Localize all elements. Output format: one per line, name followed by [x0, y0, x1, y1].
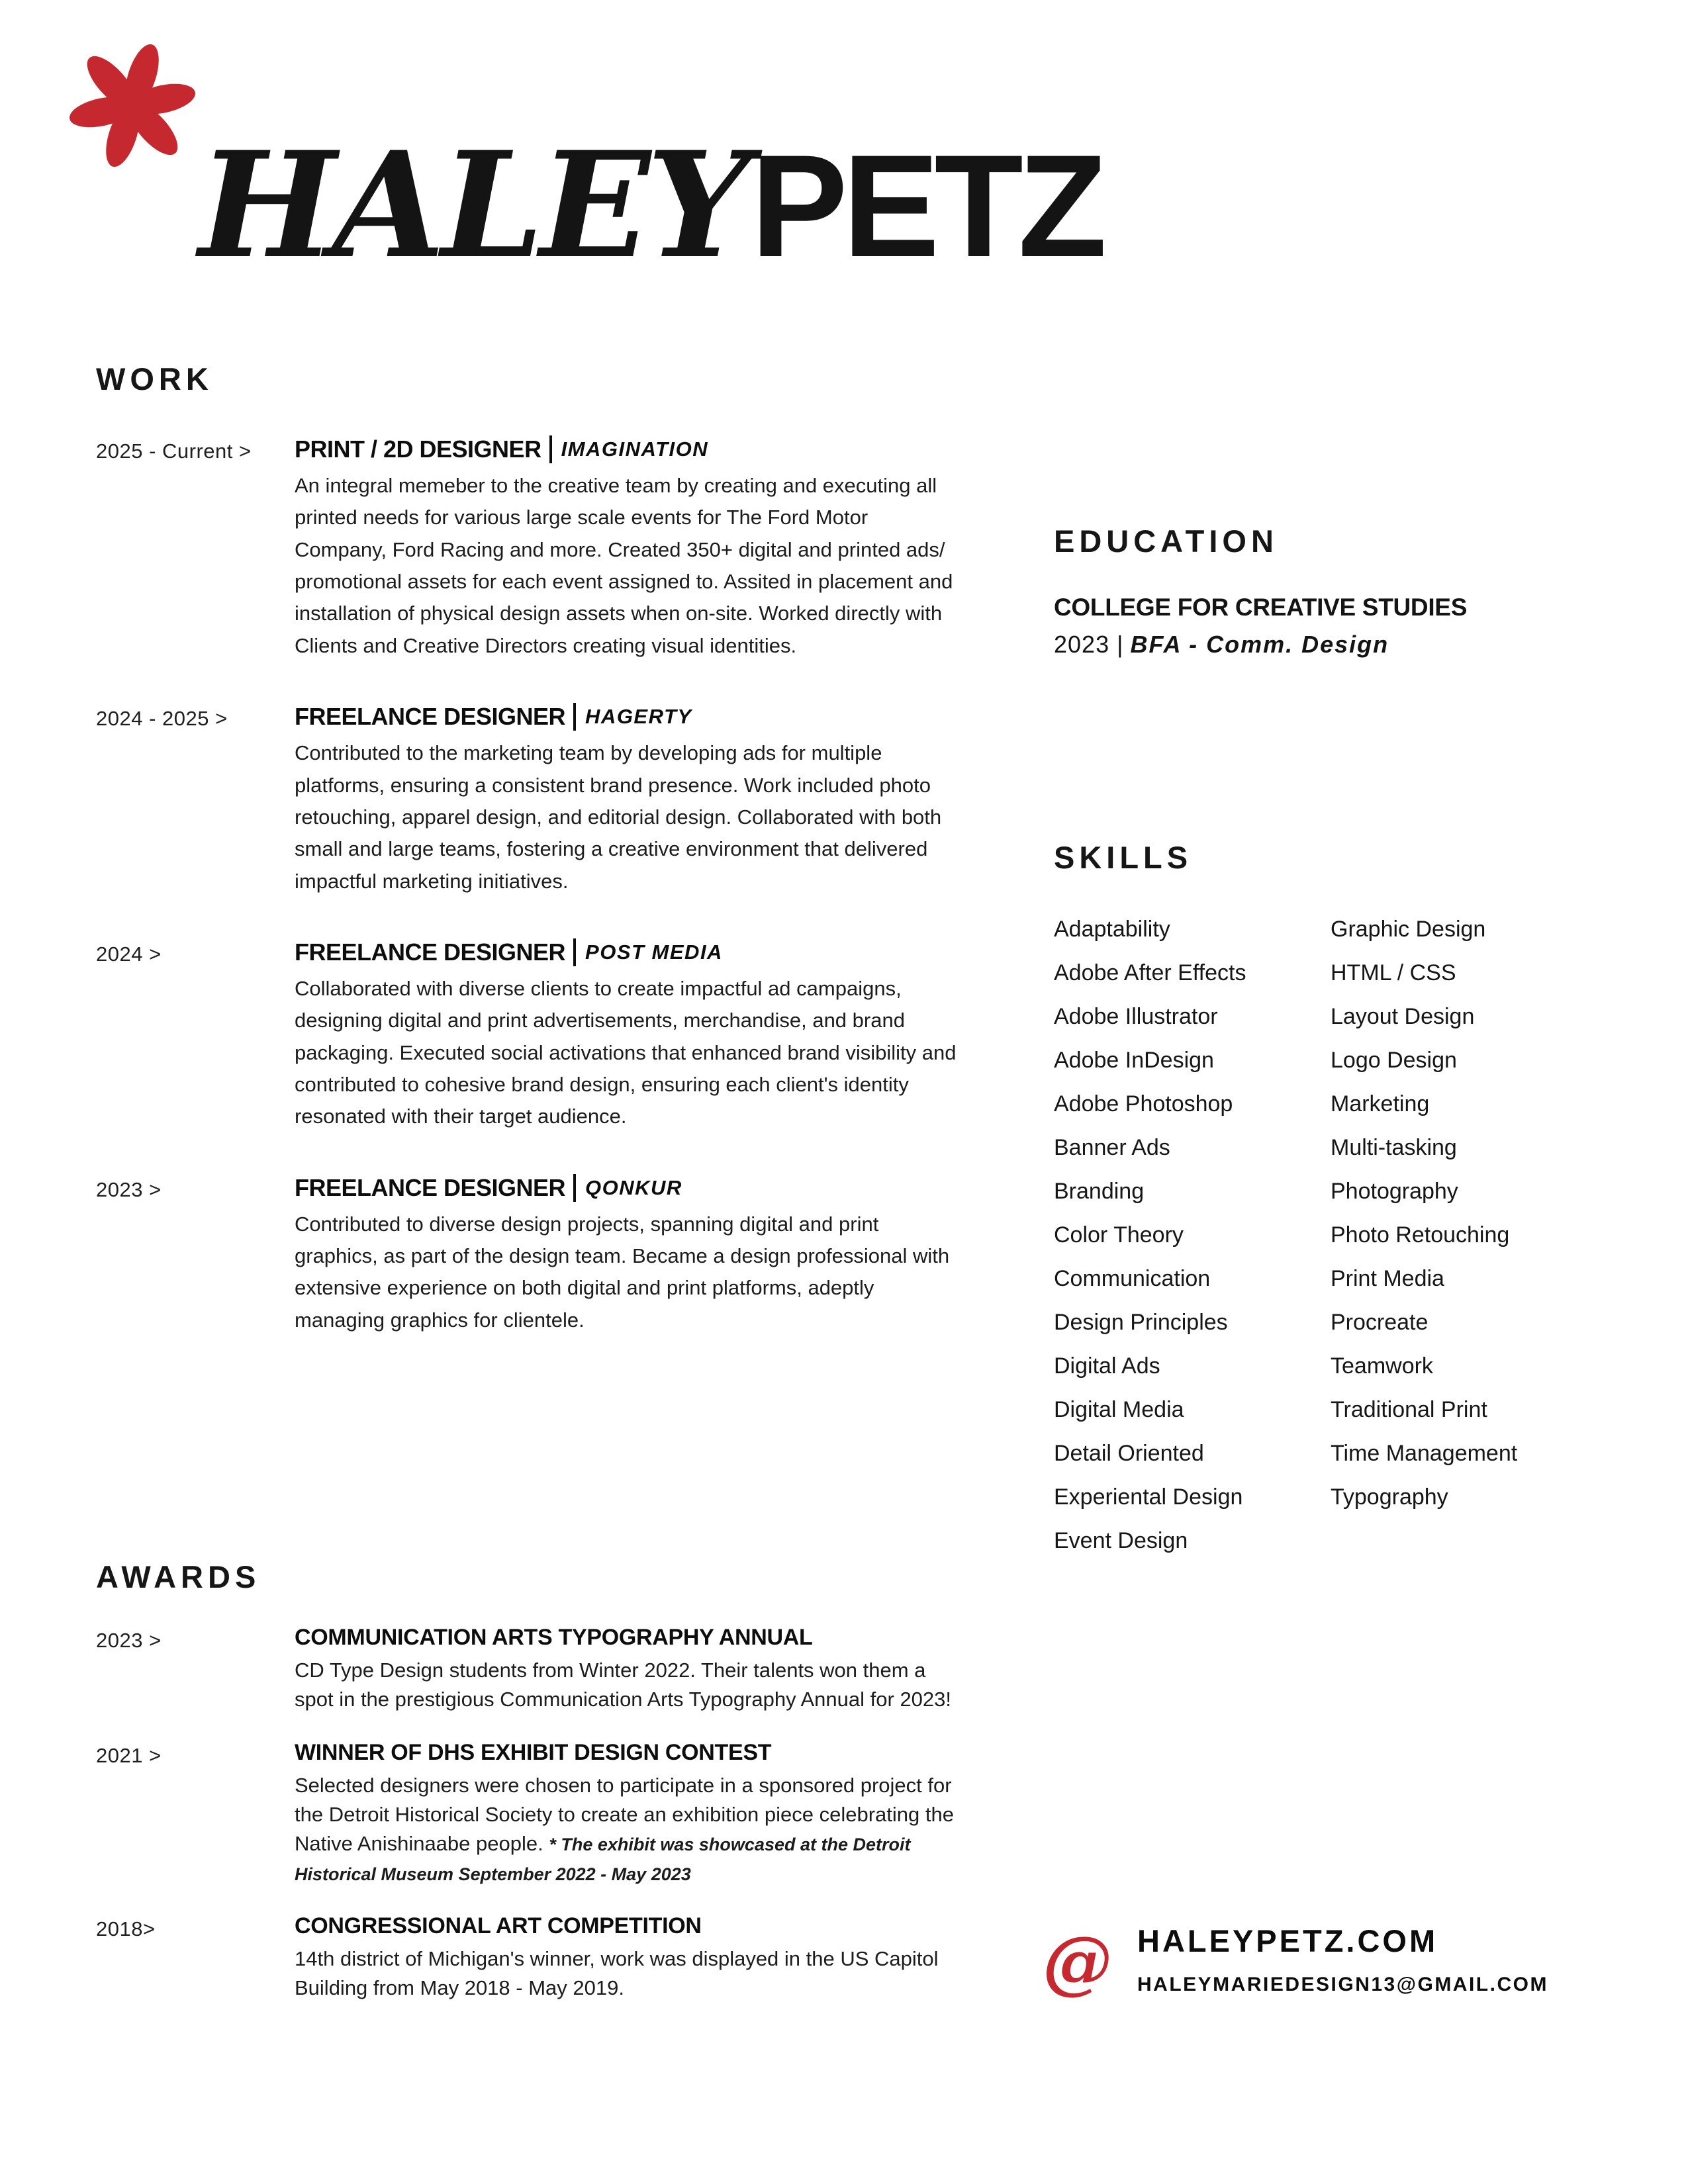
work-description: Collaborated with diverse clients to create impactful ad campaigns, designing digital and print advertisements, merchandise, and brand packaging. Executed social activations that enhanced brand visibility and contributed to cohesive brand design, ensuring each client's identity resonated with their target audience.: [295, 976, 957, 1128]
skill-item: HTML / CSS: [1331, 960, 1456, 985]
page-title: [199, 119, 1102, 291]
work-company: HAGERTY: [585, 705, 692, 729]
work-description: Contributed to diverse design projects, spanning digital and print graphics, as part of the design team. Became a design professional with extensive experience on both digital and print platforms, adeptly managing graphics for clientele.: [295, 1212, 950, 1332]
award-content: [295, 1913, 957, 2003]
award-description-text: Selected designers were chosen to participate in a sponsored project for the Detroit Historical Society to create an exhibition piece celebrating the Native Anishinaabe people.: [295, 1773, 954, 1856]
skill-item: Digital Ads: [1054, 1353, 1160, 1379]
skill-item: Adobe After Effects: [1054, 960, 1246, 985]
skill-item: Print Media: [1331, 1266, 1444, 1291]
divider-bar: [549, 435, 552, 463]
award-entries: [96, 1625, 957, 2003]
work-entry: [96, 435, 957, 662]
award-content: [295, 1740, 957, 1888]
skill-item: Marketing: [1331, 1091, 1430, 1116]
work-title-line: [295, 1174, 957, 1202]
skills-column-2: [1331, 907, 1607, 1563]
award-entry: [96, 1913, 957, 2003]
work-title-line: [295, 938, 957, 966]
award-entry: [96, 1740, 957, 1888]
award-description-text: CD Type Design students from Winter 2022. Their talents won them a spot in the prestigious Communication Arts Typography Annual for 2023!: [295, 1659, 952, 1711]
education-section: [1054, 523, 1636, 659]
work-entry: [96, 938, 957, 1133]
award-date: 2021 >: [96, 1743, 162, 1767]
work-heading: WORK: [96, 361, 213, 396]
skill-item: Experiental Design: [1054, 1484, 1243, 1510]
website-link[interactable]: HALEYPETZ.COM: [1137, 1923, 1438, 1958]
work-description: An integral memeber to the creative team by creating and executing all printed needs for various large scale events for The Ford Motor Company, Ford Racing and more. Created 350+ digital and printed ads/ promotional assets for each event assigned to. Assited in placement and installation of physical design assets when on-site. Worked directly with Clients and Creative Directors creating visual identities.: [295, 474, 953, 657]
skill-item: Adobe InDesign: [1054, 1048, 1214, 1073]
work-title: FREELANCE DESIGNER: [295, 938, 566, 966]
skill-item: Logo Design: [1331, 1048, 1457, 1073]
work-date: 2025 - Current >: [96, 439, 252, 463]
education-heading: EDUCATION: [1054, 523, 1278, 559]
award-description: [295, 1944, 957, 2003]
education-school: COLLEGE FOR CREATIVE STUDIES: [1054, 594, 1468, 621]
skill-item: Photography: [1331, 1179, 1458, 1204]
email-link[interactable]: HALEYMARIEDESIGN13@GMAIL.COM: [1137, 1974, 1548, 1995]
award-title: COMMUNICATION ARTS TYPOGRAPHY ANNUAL: [295, 1625, 813, 1650]
work-section: [96, 361, 957, 1336]
skill-item: Digital Media: [1054, 1397, 1184, 1422]
skill-item: Photo Retouching: [1331, 1222, 1510, 1248]
work-company: POST MEDIA: [585, 940, 723, 964]
work-content: [295, 703, 957, 897]
award-description-text: 14th district of Michigan's winner, work was displayed in the US Capitol Building from May 2018 - May 2019.: [295, 1946, 939, 2000]
work-company: IMAGINATION: [561, 437, 709, 461]
skill-item: Teamwork: [1331, 1353, 1433, 1379]
awards-section: [96, 1559, 957, 2003]
skill-item: Procreate: [1331, 1310, 1429, 1335]
skill-item: Typography: [1331, 1484, 1448, 1510]
work-content: [295, 938, 957, 1133]
skill-item: Traditional Print: [1331, 1397, 1487, 1422]
skill-item: Adobe Illustrator: [1054, 1004, 1218, 1029]
contact-block: [1043, 1920, 1678, 2002]
skill-item: Communication: [1054, 1266, 1211, 1291]
award-date: 2018>: [96, 1917, 156, 1940]
skill-item: Design Principles: [1054, 1310, 1228, 1335]
contact-text: [1137, 1923, 1548, 1996]
skill-item: Graphic Design: [1331, 917, 1486, 942]
education-degree: BFA - Comm. Design: [1130, 631, 1389, 658]
award-title: CONGRESSIONAL ART COMPETITION: [295, 1913, 702, 1938]
award-entry: [96, 1625, 957, 1715]
work-company: QONKUR: [585, 1175, 682, 1199]
award-description: [295, 1656, 957, 1715]
divider-bar: [573, 703, 576, 731]
work-description: Contributed to the marketing team by developing ads for multiple platforms, ensuring a consistent brand presence. Work included photo retouching, apparel design, and editorial design. Collaborated with both small and large teams, fostering a creative environment that delivered impactful marketing initiatives.: [295, 741, 942, 893]
divider-bar: [573, 1174, 576, 1202]
skill-item: Detail Oriented: [1054, 1441, 1204, 1466]
skill-item: Banner Ads: [1054, 1135, 1170, 1160]
skill-item: Event Design: [1054, 1528, 1188, 1553]
work-title: FREELANCE DESIGNER: [295, 703, 566, 731]
award-content: [295, 1625, 957, 1715]
work-title: PRINT / 2D DESIGNER: [295, 435, 541, 463]
divider-bar: [573, 938, 576, 966]
education-year: 2023 |: [1054, 631, 1124, 658]
awards-heading: AWARDS: [96, 1559, 261, 1594]
skill-item: Multi-tasking: [1331, 1135, 1457, 1160]
skill-item: Time Management: [1331, 1441, 1518, 1466]
skills-column-1: [1054, 907, 1331, 1563]
at-sign-icon: @: [1043, 1920, 1112, 2002]
skill-item: Layout Design: [1331, 1004, 1475, 1029]
skills-heading: SKILLS: [1054, 840, 1193, 875]
work-title-line: [295, 703, 957, 731]
award-title: WINNER OF DHS EXHIBIT DESIGN CONTEST: [295, 1739, 772, 1765]
work-entries: [96, 435, 957, 1336]
first-name: HALEY: [199, 119, 747, 291]
work-title-line: [295, 435, 957, 463]
work-date: 2023 >: [96, 1177, 162, 1201]
skills-columns: [1054, 907, 1650, 1563]
work-content: [295, 435, 957, 662]
work-date: 2024 - 2025 >: [96, 707, 228, 731]
skills-section: [1054, 839, 1650, 1563]
work-date: 2024 >: [96, 942, 162, 966]
skill-item: Branding: [1054, 1179, 1145, 1204]
last-name: PETZ: [750, 124, 1102, 287]
work-content: [295, 1174, 957, 1336]
work-entry: [96, 703, 957, 897]
work-entry: [96, 1174, 957, 1336]
skill-item: Adobe Photoshop: [1054, 1091, 1233, 1116]
asterisk-logo-icon: [70, 41, 195, 170]
skill-item: Adaptability: [1054, 917, 1170, 942]
work-title: FREELANCE DESIGNER: [295, 1173, 566, 1201]
award-description: [295, 1771, 957, 1888]
award-date: 2023 >: [96, 1629, 162, 1652]
award-note: * The exhibit was showcased at the Detroit Historical Museum September 2022 - May 2023: [295, 1835, 911, 1884]
education-degree-line: [1054, 631, 1636, 659]
skill-item: Color Theory: [1054, 1222, 1184, 1248]
